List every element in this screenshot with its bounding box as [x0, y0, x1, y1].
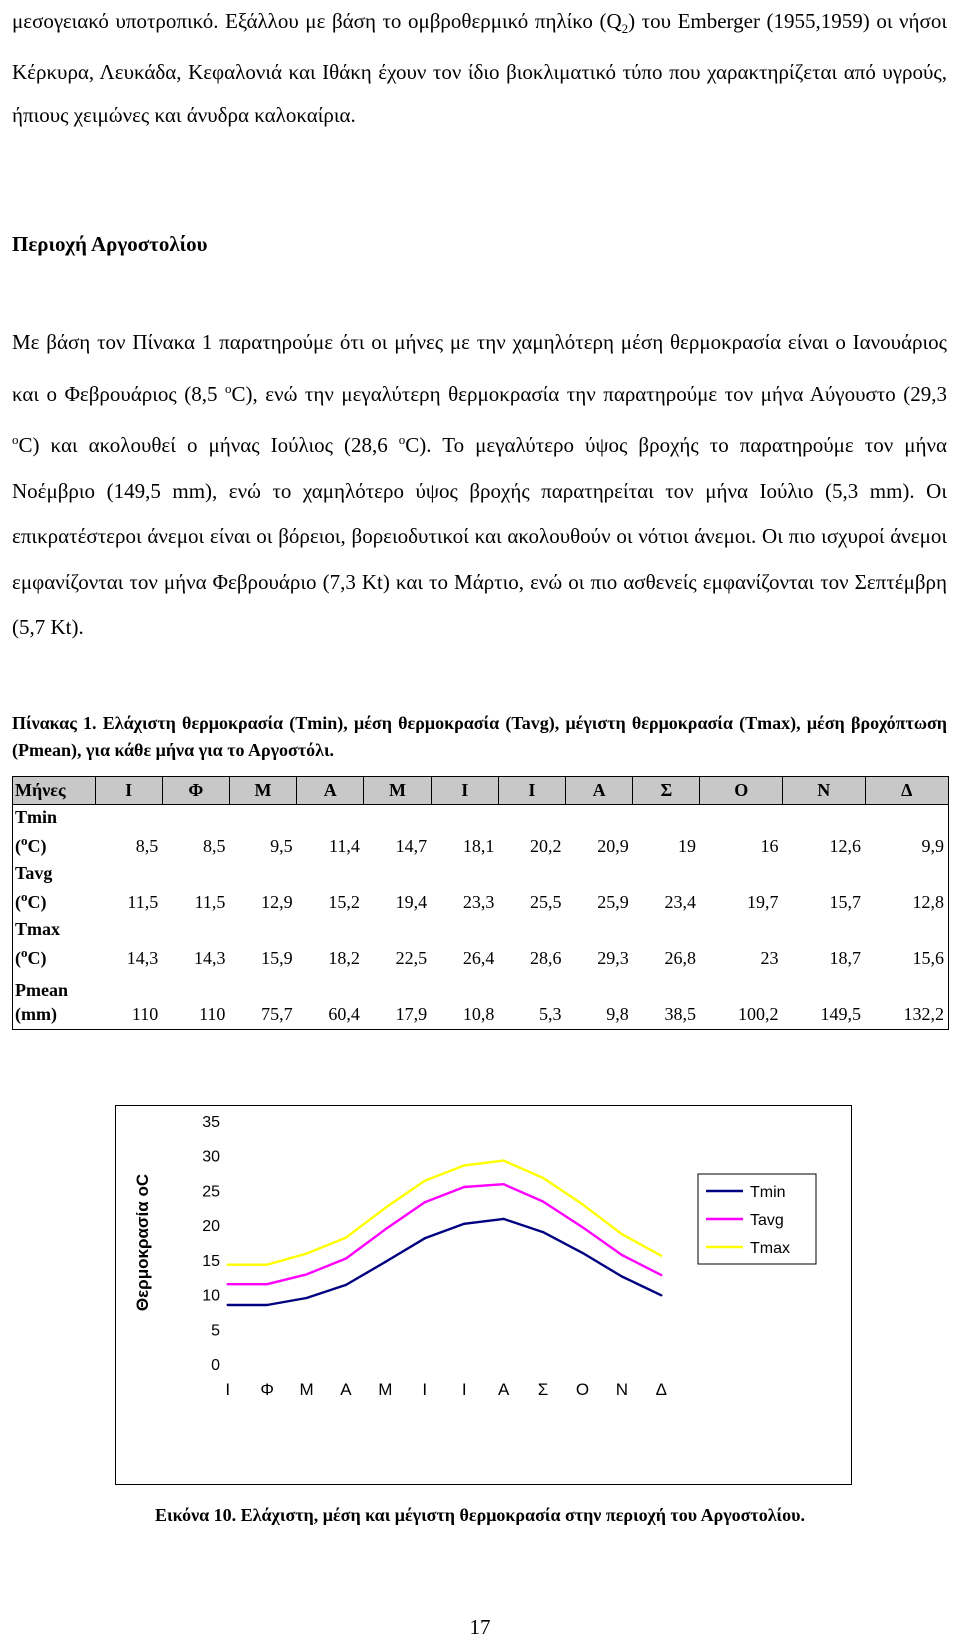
- table-row: [13, 861, 949, 917]
- table-cell: 23,3: [462, 892, 495, 912]
- y-tick-label: 10: [202, 1287, 220, 1305]
- body-text-1: Με βάση τον Πίνακα 1 παρατηρούμε ότι οι μήνες με την χαμηλότερη μέση θερμοκρασία είναι ο Ιανουάριος και ο Φεβρουάριος (8,5: [12, 330, 947, 406]
- table-cell: 12,8: [912, 892, 944, 912]
- table-cell: 60,4: [297, 973, 364, 1030]
- table-cell: 18,2: [328, 948, 360, 968]
- table-cell: 19,4: [395, 892, 428, 912]
- table-cell: 19: [677, 836, 696, 856]
- row-unit-pre: (: [15, 892, 21, 912]
- series-line-tavg: [228, 1184, 662, 1284]
- row-unit-pre: (mm): [15, 1004, 57, 1024]
- table-cell: 5,3: [498, 973, 565, 1030]
- table-cell: 110: [162, 973, 229, 1030]
- table-cell: 12,6: [829, 836, 862, 856]
- legend-label: Tmax: [750, 1240, 790, 1257]
- legend-label: Tmin: [750, 1184, 786, 1201]
- table-cell: 14,3: [193, 948, 226, 968]
- data-point: [227, 1304, 229, 1306]
- row-unit-post: C): [27, 836, 47, 856]
- x-tick-label: Ι: [422, 1380, 428, 1399]
- row-label: [13, 805, 96, 862]
- table-cell: 9,9: [921, 836, 944, 856]
- legend-label: Tavg: [750, 1212, 784, 1229]
- row-name: Tmax: [15, 919, 60, 939]
- climate-table: [12, 776, 949, 1030]
- table-cell: 132,2: [865, 973, 948, 1030]
- row-unit-pre: (: [15, 836, 21, 856]
- data-point: [542, 1231, 544, 1233]
- data-point: [227, 1264, 229, 1266]
- degree-sup-3: o: [398, 432, 406, 447]
- row-unit-sup: o: [21, 889, 28, 904]
- chart-frame: [115, 1105, 852, 1485]
- y-tick-label: 15: [202, 1252, 220, 1270]
- table-caption: Πίνακας 1. Ελάχιστη θερμοκρασία (Tmin), μέση θερμοκρασία (Tavg), μέγιστη θερμοκρασία (Tmax), μέση βροχόπτωση (Pmean), για κάθε μήνα για το Αργοστόλι.: [12, 713, 947, 760]
- table-cell: 15,9: [261, 948, 293, 968]
- row-label: [13, 917, 96, 973]
- data-point: [660, 1294, 662, 1296]
- data-point: [345, 1236, 347, 1238]
- table-cell: 149,5: [783, 973, 866, 1030]
- data-point: [581, 1226, 583, 1228]
- table-cell: 29,3: [597, 948, 629, 968]
- table-cell: 20,9: [597, 836, 629, 856]
- table-header-row: [13, 777, 949, 805]
- x-tick-label: Μ: [299, 1380, 314, 1399]
- data-point: [581, 1252, 583, 1254]
- y-tick-label: 0: [211, 1357, 220, 1374]
- page-number: 17: [469, 1615, 491, 1639]
- x-tick-label: Δ: [655, 1380, 667, 1399]
- body-text-4: C). Το μεγαλύτερο ύψος βροχής το παρατηρούμε τον μήνα Νοέμβριο (149,5 mm), ενώ το χαμηλότερο ύψος βροχής παρατηρείται τον μήνα Ιούλιο (5,3 mm). Οι επικρατέστεροι άνεμοι είναι οι βόρειοι, βορειοδυτικοί και ακολουθούν οι νότιοι άνεμοι. Οι πιο ισχυροί άνεμοι εμφανίζονται τον μήνα Φεβρουάριο (7,3 Kt) και το Μάρτιο, ενώ οι πιο ασθενείς εμφανίζονται τον Σεπτέμβρη (5,7 Kt).: [12, 433, 948, 639]
- x-tick-label: Φ: [260, 1380, 274, 1399]
- data-point: [384, 1228, 386, 1230]
- table-cell: 28,6: [530, 948, 562, 968]
- table-cell: 75,7: [229, 973, 296, 1030]
- x-tick-label: Σ: [537, 1380, 549, 1399]
- x-tick-label: Α: [497, 1380, 510, 1399]
- data-point: [424, 1201, 426, 1203]
- table-cell: 8,5: [202, 836, 226, 856]
- data-point: [502, 1218, 504, 1220]
- intro-text-2: ) του Emberger (1955,1959) οι νήσοι Κέρκυρα, Λευκάδα, Κεφαλονιά και Ιθάκη έχουν τον ίδιο βιοκλιματικό τύπο που χαρακτηρίζεται από υγρούς, ήπιους χειμώνες και άνυδρα καλοκαίρια.: [12, 9, 947, 128]
- figure-caption: Εικόνα 10. Ελάχιστη, μέση και μέγιστη θερμοκρασία στην περιοχή του Αργοστολίου.: [155, 1505, 805, 1525]
- data-point: [384, 1207, 386, 1209]
- y-axis-label: Θερμοκρασία oC: [133, 1173, 152, 1312]
- data-point: [384, 1261, 386, 1263]
- row-name: Tmin: [15, 807, 58, 827]
- table-cell: 110: [95, 973, 162, 1030]
- data-point: [424, 1180, 426, 1182]
- data-point: [463, 1164, 465, 1166]
- row-label: [13, 861, 96, 917]
- header-label: Μήνες: [13, 777, 96, 805]
- month-header: Α: [566, 777, 633, 805]
- row-unit-sup: o: [21, 833, 28, 848]
- month-header: Ο: [700, 777, 783, 805]
- data-point: [266, 1304, 268, 1306]
- x-tick-label: Α: [340, 1380, 352, 1399]
- table-cell: 8,5: [135, 836, 159, 856]
- table-cell: 25,9: [597, 892, 629, 912]
- month-header: Ι: [431, 777, 498, 805]
- row-name: Tavg: [15, 863, 53, 883]
- data-point: [463, 1186, 465, 1188]
- data-point: [305, 1273, 307, 1275]
- x-tick-label: Ο: [575, 1380, 590, 1399]
- data-point: [581, 1203, 583, 1205]
- table-cell: 16: [760, 836, 779, 856]
- month-header: Ν: [783, 777, 866, 805]
- table-cell: 11,5: [194, 892, 226, 912]
- month-header: Ι: [498, 777, 565, 805]
- data-point: [660, 1254, 662, 1256]
- degree-sup-2: o: [12, 432, 19, 447]
- intro-text-1: μεσογειακό υποτροπικό. Εξάλλου με βάση το ομβροθερμικό πηλίκο (Q: [12, 9, 622, 33]
- month-header: Σ: [633, 777, 700, 805]
- degree-sup-1: o: [225, 380, 232, 396]
- body-text-3: C) και ακολουθεί ο μήνας Ιούλιος (28,6: [18, 433, 399, 457]
- series-line-tmax: [228, 1161, 662, 1265]
- month-header: Μ: [364, 777, 431, 805]
- table-cell: 12,9: [261, 892, 293, 912]
- table-cell: 14,7: [395, 836, 428, 856]
- data-point: [345, 1257, 347, 1259]
- intro-paragraph: [12, 0, 947, 138]
- table-cell: 18,7: [829, 948, 862, 968]
- data-point: [621, 1275, 623, 1277]
- row-name: Pmean: [15, 980, 68, 1000]
- table-row: [13, 917, 949, 973]
- section-heading: Περιοχή Αργοστολίου: [12, 232, 208, 256]
- table-cell: 14,3: [126, 948, 159, 968]
- month-header: Ι: [95, 777, 162, 805]
- x-tick-label: Ι: [461, 1380, 467, 1399]
- table-cell: 10,8: [431, 973, 498, 1030]
- data-point: [463, 1223, 465, 1225]
- table-row: [13, 973, 949, 1030]
- y-tick-label: 5: [211, 1322, 220, 1340]
- data-point: [227, 1283, 229, 1285]
- data-point: [424, 1237, 426, 1239]
- table-cell: 26,4: [462, 948, 495, 968]
- x-tick-label: Ι: [225, 1380, 231, 1399]
- month-header: Δ: [865, 777, 948, 805]
- table-body: [13, 805, 949, 1030]
- body-paragraph: [12, 320, 947, 651]
- data-point: [502, 1183, 504, 1185]
- month-header: Α: [297, 777, 364, 805]
- table-cell: 15,6: [912, 948, 944, 968]
- data-point: [305, 1252, 307, 1254]
- table-cell: 26,8: [664, 948, 696, 968]
- table-cell: 25,5: [530, 892, 562, 912]
- table-row: [13, 805, 949, 862]
- row-unit-sup: o: [21, 945, 28, 960]
- table-cell: 19,7: [747, 892, 779, 912]
- data-point: [305, 1297, 307, 1299]
- y-tick-label: 25: [202, 1183, 220, 1201]
- row-unit-post: C): [27, 892, 47, 912]
- table-cell: 11,4: [329, 836, 360, 856]
- row-label: [13, 973, 96, 1030]
- y-tick-label: 35: [202, 1114, 220, 1131]
- y-tick-label: 30: [202, 1148, 220, 1166]
- month-header: Φ: [162, 777, 229, 805]
- table-cell: 20,2: [530, 836, 562, 856]
- table-cell: 9,8: [566, 973, 633, 1030]
- table-cell: 17,9: [364, 973, 431, 1030]
- intro-subscript: 2: [621, 21, 629, 37]
- x-tick-label: Μ: [378, 1380, 393, 1399]
- table-cell: 23,4: [664, 892, 696, 912]
- table-cell: 38,5: [633, 973, 700, 1030]
- row-unit-post: C): [27, 948, 47, 968]
- data-point: [660, 1274, 662, 1276]
- table-cell: 9,5: [270, 836, 293, 856]
- data-point: [266, 1264, 268, 1266]
- month-header: Μ: [229, 777, 296, 805]
- series-line-tmin: [228, 1219, 662, 1305]
- body-text-2: C), ενώ την μεγαλύτερη θερμοκρασία την παρατηρούμε τον μήνα Αύγουστο (29,3: [231, 381, 947, 406]
- table-cell: 18,1: [462, 836, 495, 856]
- table-cell: 100,2: [700, 973, 783, 1030]
- table-cell: 22,5: [395, 948, 428, 968]
- table-cell: 23: [760, 948, 779, 968]
- table-cell: 15,7: [829, 892, 862, 912]
- data-point: [345, 1284, 347, 1286]
- data-point: [542, 1200, 544, 1202]
- data-point: [621, 1254, 623, 1256]
- x-tick-label: Ν: [615, 1380, 629, 1399]
- data-point: [266, 1283, 268, 1285]
- data-point: [621, 1233, 623, 1235]
- table-cell: 11,5: [127, 892, 159, 912]
- data-point: [502, 1159, 504, 1161]
- data-point: [542, 1177, 544, 1179]
- table-cell: 15,2: [328, 892, 360, 912]
- row-unit-pre: (: [15, 948, 21, 968]
- y-tick-label: 20: [202, 1218, 220, 1236]
- temperature-chart: [116, 1106, 853, 1486]
